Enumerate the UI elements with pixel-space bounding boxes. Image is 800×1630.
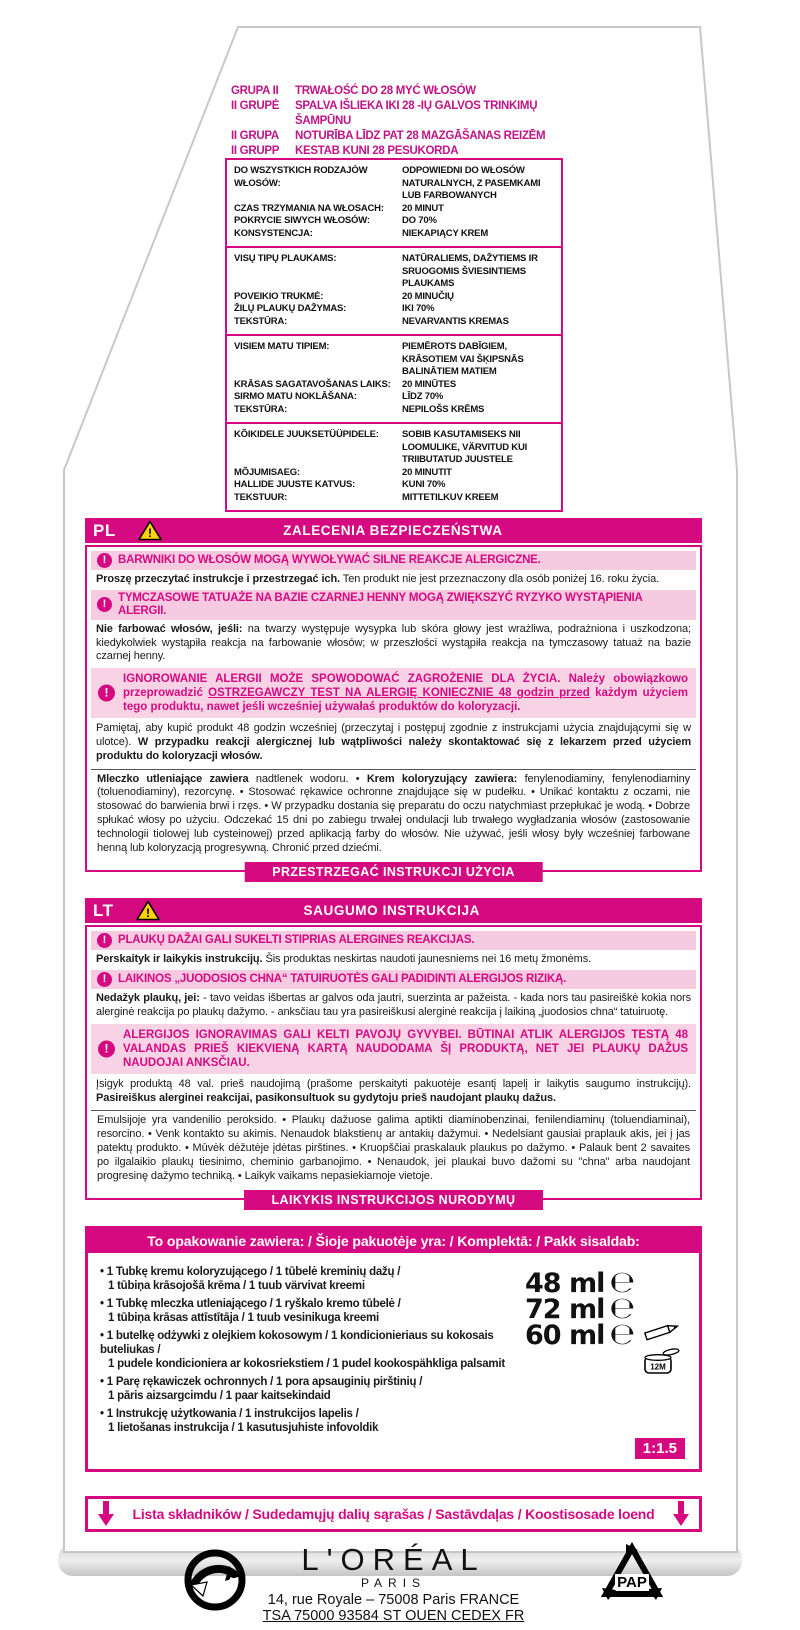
list-item [100,1265,539,1293]
item-line: • 1 butelkę odżywki z olejkiem kokosowym / 1 kondicionieriaus su kokosais buteliukas / [100,1329,539,1357]
spec-label: TEKSTŪRA: [234,403,288,415]
ingredients-list-bar [85,1496,702,1532]
pl-section-header [85,518,702,543]
spec-label: KRĀSAS SAGATAVOŠANAS LAIKS: [234,378,391,390]
item-line: • 1 Parę rękawiczek ochronnych / 1 pora apsauginių pirštinių / [100,1375,539,1389]
lt-paragraph-buy-48h [90,1077,697,1107]
pl-follow-instructions-bar: PRZESTRZEGAĆ INSTRUKCJI UŻYCIA [244,862,543,882]
pap-recycling-icon [596,1542,668,1604]
lt-follow-instructions-bar: LAIKYKIS INSTRUKCIJOS NURODYMŲ [244,1190,544,1210]
spec-label: POVEIKIO TRUKMĖ: [234,290,324,302]
group-label: GRUPA II [231,85,279,97]
svg-text:!: ! [145,906,150,921]
item-line: • 1 Instrukcję użytkowania / 1 instrukcijos lapelis / [100,1407,539,1421]
exclamation-icon: ! [97,933,112,948]
item-line: 1 tūbiņa krāsojošā krēma / 1 tuub värvivat kreemi [108,1280,365,1293]
paragraph-text: Pamiętaj, aby kupić produkt 48 godzin wcześniej (przeczytaj i postępuj zgodnie z instrukcjami użycia znajdującymi się w ulotce). W przypadku reakcji alergicznej lub wątpliwości należy skontaktować się z lekarzem przed użyciem produktu do koloryzacji włosów. [96,722,691,762]
exclamation-icon: ! [98,685,115,702]
spec-value: 20 MINUČIŲ [402,290,454,302]
svg-text:!: ! [147,526,152,540]
paragraph-text: Šis produktas neskirtas naudoti jaunesniems nei 16 metų žmonėms. [262,953,592,966]
henna-warning-row [91,970,696,989]
pl-paragraph-buy-48h [90,721,697,764]
spec-section-ee [227,422,561,510]
item-line: • 1 Tubkę kremu koloryzującego / 1 tūbelė kreminių dažų / [100,1265,539,1279]
product-spec-table [225,158,563,512]
list-item [100,1407,539,1435]
manufacturer-footer [85,1540,702,1630]
table-row [234,391,554,404]
item-line: 1 pāris aizsargcimdu / 1 paar kaitsekindaid [108,1390,331,1403]
spec-value: 20 MINUT [402,202,444,214]
table-row [234,341,554,379]
spec-value: MITTETILKUV KREEM [402,491,499,503]
ingredients-label: Lista składników / Sudedamųjų dalių sąrašas / Sastāvdaļas / Koostisosade loend [132,1506,655,1523]
spec-label: MÕJUMISAEG: [234,466,300,478]
spec-value: NEVARVANTIS KREMAS [402,315,509,327]
spec-value: PIEMĒROTS DABĪGIEM, KRĀSOTIEM VAI ŠĶIPSNĀS BALINĀTIEM MATIEM [402,341,524,377]
pl-paragraph-composition [91,769,696,859]
spec-value: IKI 70% [402,303,435,314]
table-row [234,479,554,492]
exclamation-icon: ! [97,553,112,568]
group-text: SPALVA IŠLIEKA IKI 28 -IŲ GALVOS TRINKIMŲ ŠAMPŪNU [295,100,538,127]
spec-value: KUNI 70% [402,479,446,490]
exclamation-icon: ! [98,1040,115,1057]
section-title: SAUGUMO INSTRUKCIJA [303,903,480,919]
svg-text:PAP: PAP [617,1574,647,1592]
item-line: 1 tūbiņa krāsas attīstītāja / 1 tuub vesinikuga kreemi [108,1312,379,1325]
group-label: II GRUPĖ [231,100,280,112]
durability-group-block [231,84,566,159]
pl-paragraph-do-not-dye [90,622,697,665]
spec-label: KONSYSTENCJA: [234,227,313,239]
spec-label: TEKSTŪRA: [234,315,288,327]
spec-value: DO 70% [402,215,437,226]
volume-row [524,1317,635,1353]
pack-icons [641,1321,681,1377]
spec-label: TEKSTUUR: [234,491,288,503]
down-arrow-icon [673,1501,689,1527]
volume-value: 48 ml [524,1268,605,1300]
list-item [100,1375,539,1403]
table-row [234,165,554,203]
mix-ratio-badge: 1:1.5 [635,1438,685,1459]
volume-value: 60 ml [524,1320,605,1352]
spec-section-lt [227,246,561,334]
estimated-sign: ℮ [609,1291,635,1327]
estimated-sign: ℮ [609,1317,635,1353]
paragraph-bold-text: Proszę przeczytać instrukcje i przestrzegać ich. [96,573,341,585]
paragraph-text: na twarzy występuje wysypka lub skóra głowy jest wrażliwa, podrażniona i uszkodzona; kiedykolwiek wystąpiła reakcja na farbowanie włosów; w przeszłości wystąpiła reakcja na tymczasowy tatuaż na bazie czarnej henny. [96,622,691,663]
paragraph-text: Mleczko utleniające zawiera nadtlenek wodoru. • Krem koloryzujący zawiera: fenylenodiaminy, fenylenodiaminy (toluenodiaminy), rezorcynę. • Stosować rękawice ochronne znajdujące się w pudełku. • Unikać kontaktu z oczami, nie stosować do barwienia brwi i rzęs. • W przypadku dostania się preparatu do oczu natychmiast przepłukać je wodą. • Dobrze spłukać włosy po użyciu. Odczekać 15 dni po zabiegu trwałej ondulacji lub trwałego wygładzania włosów (zastosowanie technologii tiolowej lub cysteinowej) przed aplikacją farby do włosów. Nie używać, jeśli włosy były wcześniej farbowane henną lub koloryzacją progresywną. Chronić przed dziećmi. [97,772,691,854]
pl-allergy-alert-box [91,668,696,718]
language-code: PL [93,520,116,540]
spec-value: LĪDZ 70% [402,391,444,402]
lt-allergy-alert-box [91,1024,696,1074]
paragraph-bold-text: Nedažyk plaukų, jei: [96,992,200,1005]
svg-text:12M: 12M [650,1362,666,1372]
table-row [234,203,554,216]
table-row [234,303,554,316]
warning-text: PLAUKŲ DAŽAI GALI SUKELTI STIPRIAS ALERGINES REAKCIJAS. [118,934,475,947]
exclamation-icon: ! [97,972,112,987]
lt-safety-box [85,925,702,1208]
henna-warning-row [91,590,696,620]
brand-block [184,1542,604,1624]
spec-label: ŽILŲ PLAUKŲ DAŽYMAS: [234,303,347,314]
spec-value: NEPILOŠS KRĒMS [402,403,485,415]
item-line: 1 pudele kondicioniera ar kokosriekstiem / 1 pudel kookospähkliga palsamit [108,1358,505,1371]
spec-label: KÕIKIDELE JUUKSETÜÜPIDELE: [234,429,379,440]
spec-label: HALLIDE JUUSTE KATVUS: [234,479,356,490]
group-label: II GRUPP [231,145,280,157]
table-row [234,467,554,480]
spec-value: NIEKAPIĄCY KREM [402,227,489,239]
safety-sheet [85,518,702,1630]
spec-label: SIRMO MATU NOKLĀŠANA: [234,391,357,402]
group-text: TRWAŁOŚĆ DO 28 MYĆ WŁOSÓW [295,85,476,97]
spec-label: VISIEM MATU TIPIEM: [234,341,330,352]
alert-text: ALERGIJOS IGNORAVIMAS GALI KELTI PAVOJŲ GYVYBEI. BŪTINAI ATLIK ALERGIJOS TESTĄ 48 VALANDAS PRIEŠ KIEKVIENĄ KARTĄ NAUDODAMA ŠĮ PRODUKTĄ, NET JEI PLAUKŲ DAŽUS NAUDOJAI ANKSČIAU. [123,1028,688,1069]
lt-paragraph-composition [91,1110,696,1186]
paragraph-text: Įsigyk produktą 48 val. prieš naudojimą (prašome perskaityti pakuotėje esantį lapelį ir laikytis saugumo instrukcijų). Pasireiškus alerginei reakcijai, pasikonsultuok su gydytoju prieš naudojant plaukų dažus. [96,1077,691,1104]
durability-row [231,99,566,129]
table-row [234,291,554,304]
down-arrow-icon [98,1501,114,1527]
spec-section-lv [227,334,561,422]
spec-value: NATŪRALIEMS, DAŽYTIEMS IR SRUOGOMIS ŠVIESINTIEMS PLAUKAMS [402,253,538,289]
spec-label: DO WSZYSTKICH RODZAJÓW WŁOSÓW: [234,165,368,189]
table-row [234,316,554,329]
item-line: 1 lietošanas instrukcija / 1 kasutusjuhiste infovoldik [108,1422,379,1435]
spec-value: 20 MINUTIT [402,466,452,478]
package-contents-box [85,1226,702,1472]
paragraph-text: Ten produkt nie jest przeznaczony dla osób poniżej 16. roku życia. [340,573,660,585]
volume-value: 72 ml [524,1294,605,1326]
exclamation-icon: ! [97,597,112,612]
pl-safety-box [85,545,702,880]
paragraph-text: Emulsijoje yra vandenilio peroksido. • Plaukų dažuose galima aptikti diaminobenzinai, fenilendiaminų (toluendiaminai), resorcino. • Venk kontakto su akimis. Nenaudok blakstienų ar antakių dažymui. • Nedelsiant gausiai praplauk akis, jei į jas patektų produkto. • Mūvėk dėžutėje įdėtas pirštines. • Kruopščiai praskalauk plaukus po dažymo. • Palauk bent 2 savaites po ilgalaikio plaukų tiesinimo, cheminio garbanojimo. • Nenaudok, jei plaukai buvo dažomi su "chna" arba naudojant progresinę dažymo techniką. • Laikyk vaikams nepasiekiamoje vietoje. [97,1114,690,1182]
volume-list [524,1265,635,1353]
alert-text: IGNOROWANIE ALERGII MOŻE SPOWODOWAĆ ZAGROŻENIE DLA ŻYCIA. Należy obowiązkowo przeprowadzić OSTRZEGAWCZY TEST NA ALERGIĘ KONIECZNIE 48 godzin przed każdym użyciem tego produktu, nawet jeśli wcześniej używałaś produktów do koloryzacji. [123,673,688,714]
table-row [234,253,554,291]
list-item [100,1297,539,1325]
spec-label: VISŲ TIPŲ PLAUKAMS: [234,253,337,264]
group-label: II GRUPA [231,130,279,142]
warning-triangle-icon [138,520,162,541]
paragraph-text: - tavo veidas išbertas ar galvos oda jautri, suerzinta ar pažeista. - kada nors tau pasireiškė kokia nors alerginė reakcija po plaukų dažymo. - anksčiau tau yra pasireiškusi alerginė reakcija į laikiną „juodosios chna“ tatuiruotę. [96,992,691,1018]
lt-paragraph-read-instructions [90,952,697,968]
warning-text: LAIKINOS „JUODOSIOS CHNA“ TATUIRUOTĖS GALI PADIDINTI ALERGIJOS RIZIKĄ. [118,973,567,986]
brand-city: PARIS [360,1576,427,1591]
paragraph-bold-text: Perskaityk ir laikykis instrukcijų. [96,953,263,966]
volume-row [524,1291,635,1327]
lt-section-header [85,898,702,923]
estimated-sign: ℮ [609,1265,635,1301]
spec-label: POKRYCIE SIWYCH WŁOSÓW: [234,215,370,226]
spec-value: 20 MINŪTES [402,378,456,390]
lt-paragraph-do-not-dye [90,991,697,1021]
volume-row [524,1265,635,1301]
brand-logo: L'ORÉAL [301,1542,486,1578]
opened-jar-12m-icon [641,1347,681,1377]
spec-value: SOBIB KASUTAMISEKS NII LOOMULIKE, VÄRVITUD KUI TRIIBUTATUD JUUSTELE [402,429,528,465]
warning-triangle-icon [136,900,160,921]
item-line: • 1 Tubkę mleczka utleniającego / 1 ryškalo kremo tūbelė / [100,1297,539,1311]
spec-value: ODPOWIEDNI DO WŁOSÓW NATURALNYCH, Z PASEMKAMI LUB FARBOWANYCH [402,165,541,201]
table-row [234,379,554,392]
brush-pencil-icon [641,1321,681,1341]
spec-section-pl [227,160,561,246]
durability-row [231,84,566,99]
allergy-warning-row [91,931,696,950]
table-row [234,228,554,241]
durability-row [231,129,566,144]
language-code: LT [93,900,114,920]
address-line: TSA 75000 93584 ST OUEN CEDEX FR [262,1608,525,1625]
list-item [100,1329,539,1371]
table-row [234,215,554,228]
allergy-warning-row [91,551,696,570]
section-title: ZALECENIA BEZPIECZEŃSTWA [283,523,503,538]
pl-paragraph-read-instructions [90,572,697,588]
spec-label: CZAS TRZYMANIA NA WŁOSACH: [234,202,384,214]
paragraph-bold-text: Nie farbować włosów, jeśli: [96,622,243,635]
address-line: 14, rue Royale – 75008 Paris FRANCE [267,1592,520,1609]
table-row [234,492,554,505]
group-text: NOTURĪBA LĪDZ PAT 28 MAZGĀŠANAS REIZĒM [295,130,546,142]
table-row [234,404,554,417]
warning-text: TYMCZASOWE TATUAŻE NA BAZIE CZARNEJ HENNY MOGĄ ZWIĘKSZYĆ RYZYKO WYSTĄPIENIA ALERGII. [118,591,643,617]
contents-header: To opakowanie zawiera: / Šioje pakuotėje yra: / Komplektā: / Pakk sisaldab: [88,1229,699,1253]
table-row [234,429,554,467]
durability-row [231,144,566,159]
warning-text: BARWNIKI DO WŁOSÓW MOGĄ WYWOŁYWAĆ SILNE REAKCJE ALERGICZNE. [118,554,541,566]
group-text: KESTAB KUNI 28 PESUKORDA [295,145,459,157]
